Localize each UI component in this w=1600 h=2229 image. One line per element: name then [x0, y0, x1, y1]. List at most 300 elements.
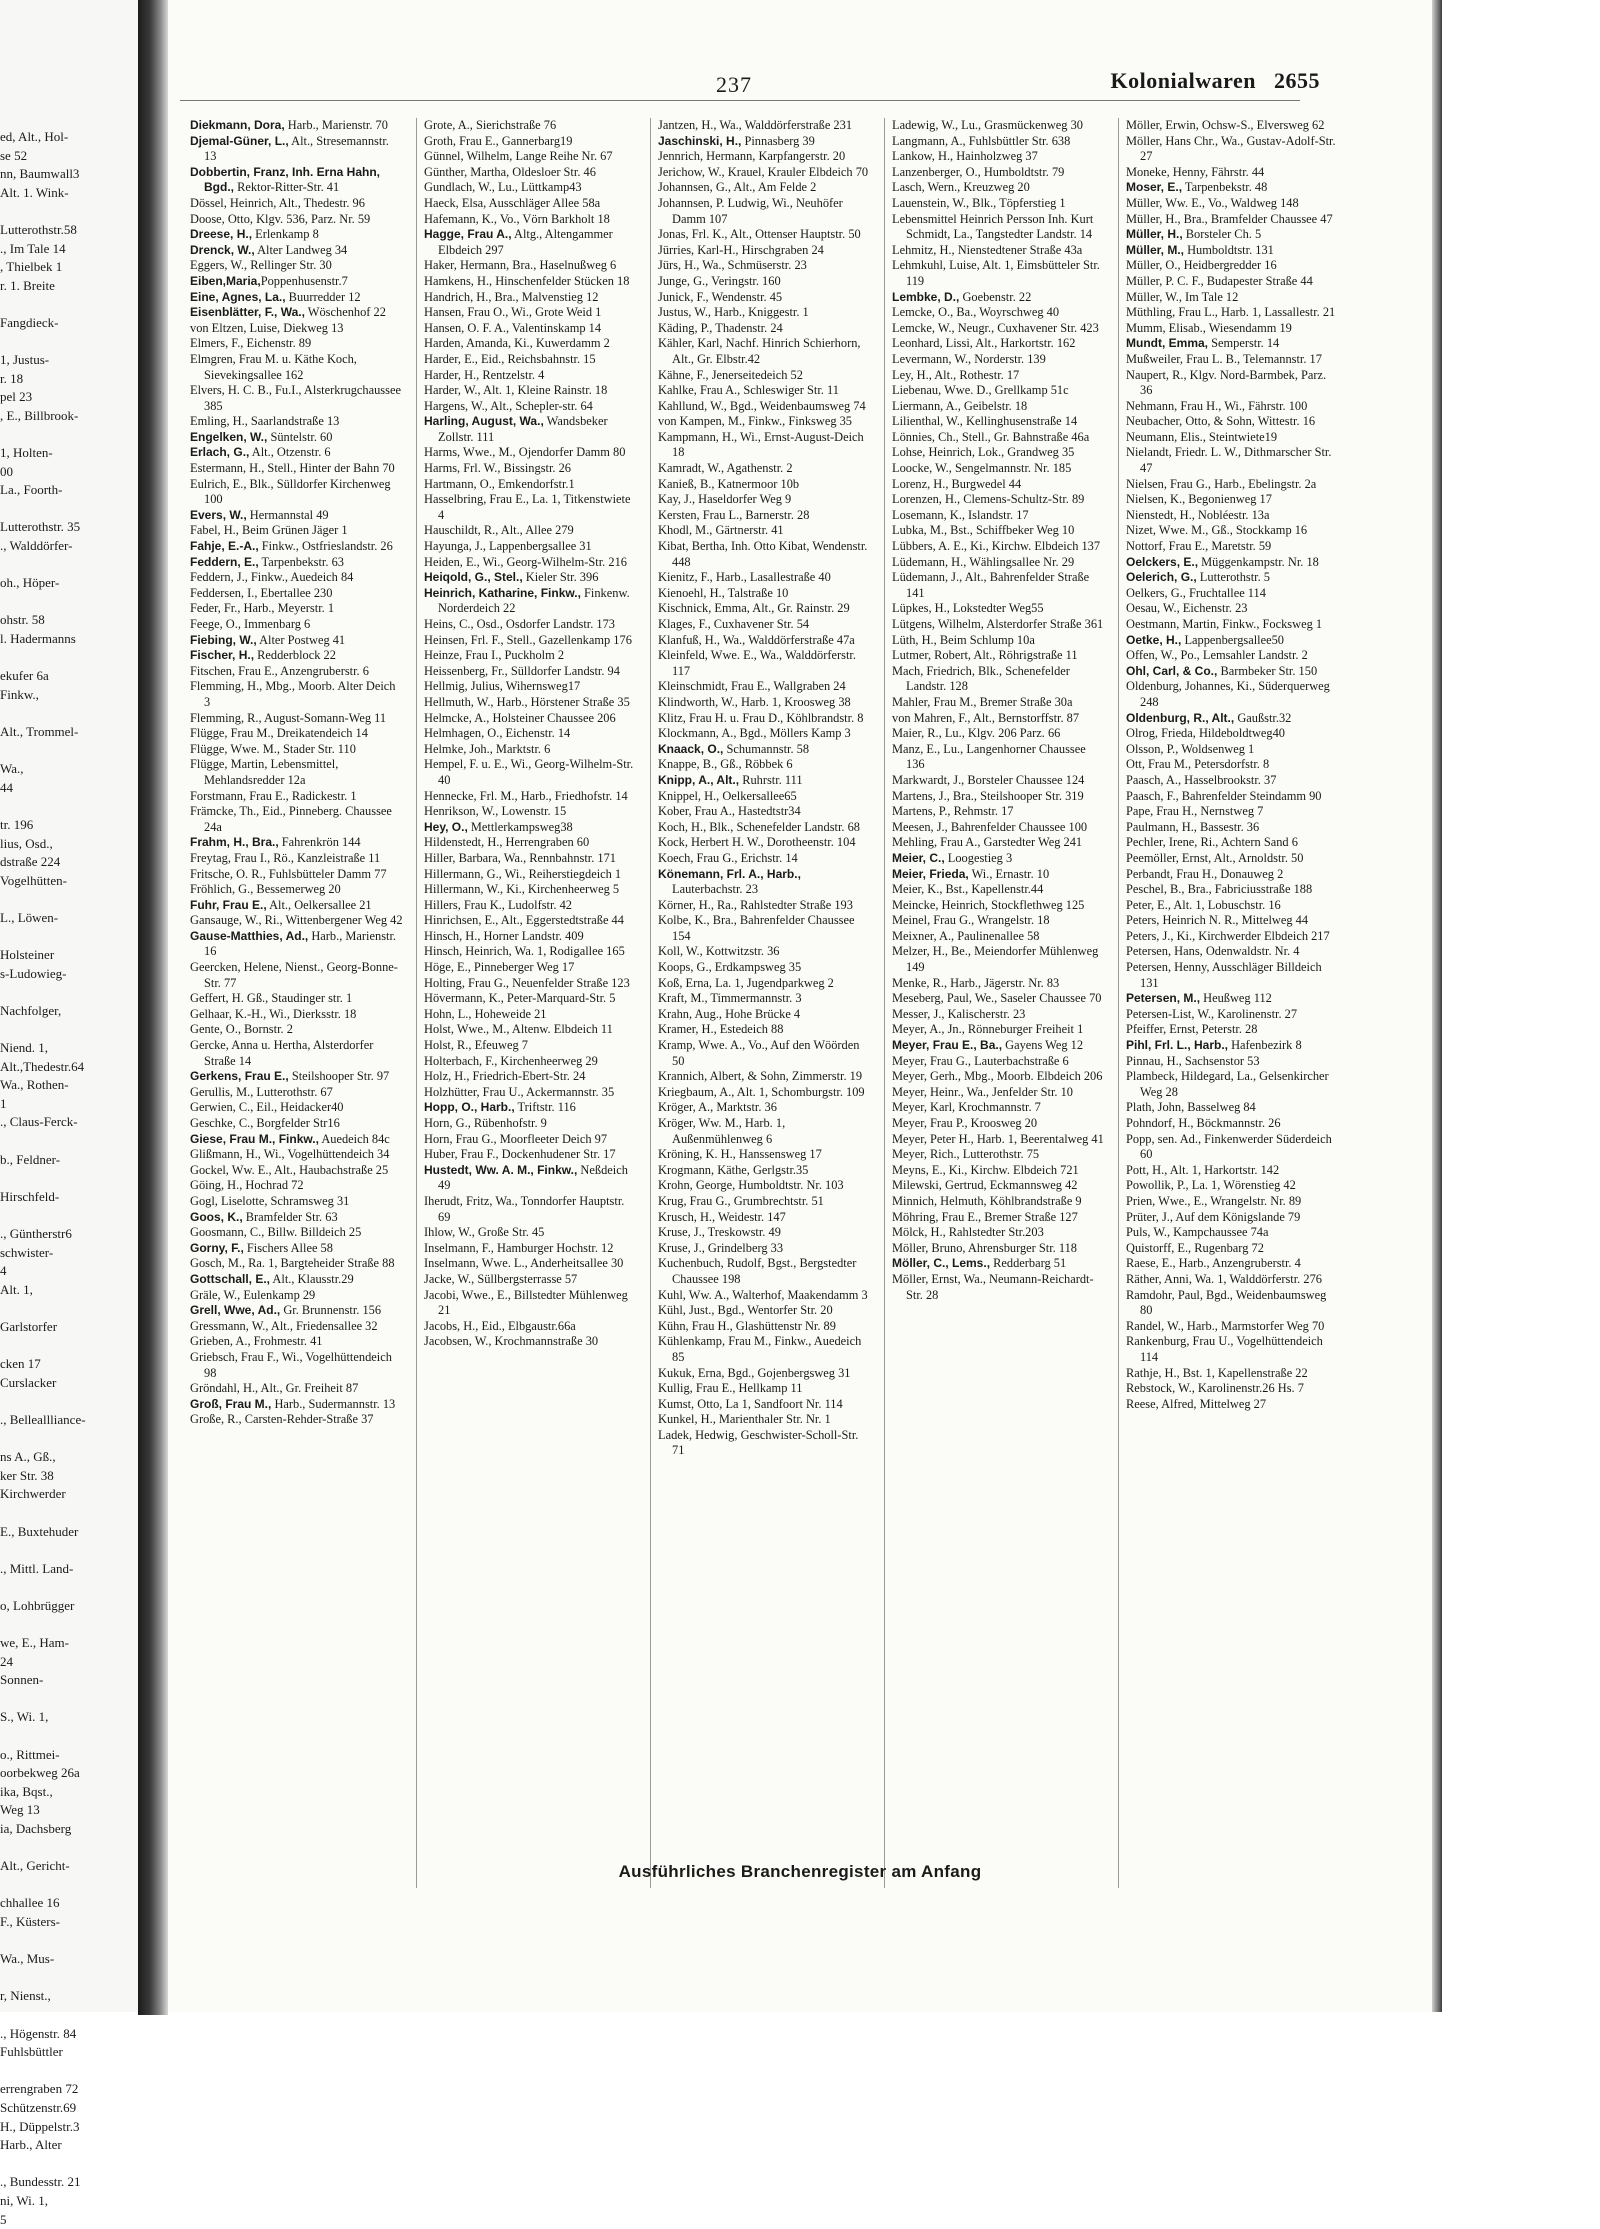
- fragment-line: ni, Wi. 1,: [0, 2192, 138, 2211]
- entry-text: Rathje, H., Bst. 1, Kapellenstraße 22: [1126, 1366, 1308, 1380]
- page-number: 237: [716, 72, 752, 98]
- fragment-line: r, Nienst.,: [0, 1987, 138, 2006]
- entry-text: Kruse, J., Treskowstr. 49: [658, 1225, 781, 1239]
- entry-text: Langmann, A., Fuhlsbüttler Str. 638: [892, 134, 1070, 148]
- entry-text: Fahrenkrön 144: [279, 835, 361, 849]
- entry-text: Kähne, F., Jenerseitedeich 52: [658, 368, 803, 382]
- directory-entry: [190, 913, 404, 929]
- directory-entry: [658, 867, 872, 898]
- directory-entry: [424, 976, 638, 992]
- directory-entry: [424, 1256, 638, 1272]
- directory-entry: [892, 1256, 1106, 1272]
- directory-entry: [190, 1178, 404, 1194]
- directory-entry: [1126, 586, 1340, 602]
- directory-entry: [1126, 227, 1340, 243]
- entry-text: Heissenberg, Fr., Sülldorfer Landstr. 94: [424, 664, 620, 678]
- directory-entry: [424, 991, 638, 1007]
- directory-entry: [658, 1100, 872, 1116]
- directory-entry: [658, 648, 872, 679]
- entry-name-bold: Heinrich, Katharine, Finkw.,: [424, 586, 581, 600]
- entry-text: Feddersen, I., Ebertallee 230: [190, 586, 332, 600]
- directory-entry: [190, 804, 404, 835]
- entry-name-bold: Fuhr, Frau E.,: [190, 898, 267, 912]
- fragment-line: ika, Bqst.,: [0, 1783, 138, 1802]
- entry-text: Kröger, A., Marktstr. 36: [658, 1100, 777, 1114]
- directory-entry: [190, 305, 404, 321]
- directory-entry: [658, 1412, 872, 1428]
- entry-text: Gayens Weg 12: [1002, 1038, 1083, 1052]
- entry-text: Müller, Ww. E., Vo., Waldweg 148: [1126, 196, 1299, 210]
- directory-entry: [1126, 1178, 1340, 1194]
- entry-text: Heußweg 112: [1200, 991, 1272, 1005]
- entry-name-bold: Lembke, D.,: [892, 290, 959, 304]
- entry-name-bold: Hey, O.,: [424, 820, 468, 834]
- entry-text: Koch, H., Blk., Schenefelder Landstr. 68: [658, 820, 860, 834]
- entry-text: Knappe, B., Gß., Röbbek 6: [658, 757, 793, 771]
- fragment-line: [0, 1876, 138, 1895]
- entry-text: Lorenzen, H., Clemens-Schultz-Str. 89: [892, 492, 1084, 506]
- directory-entry: [658, 617, 872, 633]
- directory-entry: [892, 1272, 1106, 1303]
- directory-entry: [190, 664, 404, 680]
- directory-entry: [1126, 1132, 1340, 1163]
- entry-text: Wandsbeker Zollstr. 111: [438, 414, 608, 444]
- entry-text: Geffert, H. Gß., Staudinger str. 1: [190, 991, 352, 1005]
- entry-text: Gaußstr.32: [1234, 711, 1291, 725]
- directory-entry: [1126, 196, 1340, 212]
- directory-entry: [424, 539, 638, 555]
- entry-text: Harb., Marienstr. 70: [285, 118, 388, 132]
- entry-text: Powollik, P., La. 1, Wörenstieg 42: [1126, 1178, 1296, 1192]
- entry-text: Meseberg, Paul, We., Saseler Chaussee 70: [892, 991, 1101, 1005]
- entry-text: Kieler Str. 396: [523, 570, 599, 584]
- entry-text: Glißmann, H., Wi., Vogelhüttendeich 34: [190, 1147, 389, 1161]
- directory-entry: [190, 445, 404, 461]
- entry-text: Eggers, W., Rellinger Str. 30: [190, 258, 332, 272]
- entry-name-bold: Drenck, W.,: [190, 243, 255, 257]
- entry-text: Inselmann, F., Hamburger Hochstr. 12: [424, 1241, 613, 1255]
- entry-text: Ramdohr, Paul, Bgd., Weidenbaumsweg 80: [1126, 1288, 1326, 1318]
- entry-text: Mußweiler, Frau L. B., Telemannstr. 17: [1126, 352, 1322, 366]
- entry-text: Raese, E., Harb., Anzengruberstr. 4: [1126, 1256, 1301, 1270]
- entry-text: Hellmuth, W., Harb., Hörstener Straße 35: [424, 695, 630, 709]
- entry-text: Maier, R., Lu., Klgv. 206 Parz. 66: [892, 726, 1060, 740]
- entry-text: Petersen-List, W., Karolinenstr. 27: [1126, 1007, 1297, 1021]
- entry-text: Müggenkampstr. Nr. 18: [1198, 555, 1319, 569]
- directory-entry: [1126, 258, 1340, 274]
- entry-text: Meincke, Heinrich, Stockflethweg 125: [892, 898, 1084, 912]
- directory-entry: [1126, 430, 1340, 446]
- directory-entry: [892, 290, 1106, 306]
- directory-entry: [892, 1147, 1106, 1163]
- entry-text: Kähler, Karl, Nachf. Hinrich Schierhorn, Alt., Gr. Elbstr.42: [658, 336, 861, 366]
- directory-entry: [892, 212, 1106, 243]
- entry-text: Erlenkamp 8: [252, 227, 319, 241]
- entry-text: Müller, P. C. F., Budapester Straße 44: [1126, 274, 1313, 288]
- entry-text: Klanfuß, H., Wa., Walddörferstraße 47a: [658, 633, 855, 647]
- directory-entry: [1126, 1007, 1340, 1023]
- directory-entry: [424, 414, 638, 445]
- entry-text: Oesau, W., Eichenstr. 23: [1126, 601, 1247, 615]
- entry-name-bold: Diekmann, Dora,: [190, 118, 285, 132]
- fragment-line: b., Feldner-: [0, 1151, 138, 1170]
- directory-entry: [1126, 1334, 1340, 1365]
- entry-text: Nielsen, K., Begonienweg 17: [1126, 492, 1272, 506]
- entry-text: Randel, W., Harb., Marmstorfer Weg 70: [1126, 1319, 1324, 1333]
- entry-text: Große, R., Carsten-Rehder-Straße 37: [190, 1412, 374, 1426]
- entry-text: Martens, J., Bra., Steilshooper Str. 319: [892, 789, 1084, 803]
- fragment-line: Fangdieck-: [0, 314, 138, 333]
- fragment-line: , Thielbek 1: [0, 258, 138, 277]
- directory-entry: [190, 929, 404, 960]
- entry-text: Kühn, Frau H., Glashüttenstr Nr. 89: [658, 1319, 836, 1333]
- directory-entry: [424, 1069, 638, 1085]
- directory-entry: [1126, 1366, 1340, 1382]
- directory-entry: [1126, 445, 1340, 476]
- entry-name-bold: Müller, H.,: [1126, 227, 1183, 241]
- entry-text: Plambeck, Hildegard, La., Gelsenkircher Weg 28: [1126, 1069, 1329, 1099]
- directory-entry: [1126, 180, 1340, 196]
- directory-entry: [1126, 1241, 1340, 1257]
- entry-text: Lorenz, H., Burgwedel 44: [892, 477, 1021, 491]
- directory-entry: [190, 352, 404, 383]
- directory-column-4: [892, 118, 1106, 1898]
- entry-text: Borsteler Ch. 5: [1183, 227, 1261, 241]
- fragment-line: se 52: [0, 147, 138, 166]
- directory-entry: [190, 461, 404, 477]
- fragment-line: [0, 1504, 138, 1523]
- entry-text: Flügge, Frau M., Dreikatendeich 14: [190, 726, 368, 740]
- directory-entry: [658, 399, 872, 415]
- directory-entry: [892, 1022, 1106, 1038]
- directory-entry: [892, 867, 1106, 883]
- entry-text: Holst, Wwe., M., Altenw. Elbdeich 11: [424, 1022, 613, 1036]
- entry-text: Holting, Frau G., Neuenfelder Straße 123: [424, 976, 630, 990]
- entry-name-bold: Hagge, Frau A.,: [424, 227, 512, 241]
- entry-text: Griebsch, Frau F., Wi., Vogelhüttendeich 98: [190, 1350, 392, 1380]
- entry-text: Emling, H., Saarlandstraße 13: [190, 414, 339, 428]
- directory-entry: [190, 336, 404, 352]
- fragment-line: r. 18: [0, 370, 138, 389]
- entry-name-bold: Goos, K.,: [190, 1210, 243, 1224]
- entry-name-bold: Mundt, Emma,: [1126, 336, 1208, 350]
- directory-column-2: [424, 118, 638, 1898]
- entry-name-bold: Meier, Frieda,: [892, 867, 969, 881]
- directory-entry: [190, 1007, 404, 1023]
- entry-name-bold: Giese, Frau M., Finkw.,: [190, 1132, 319, 1146]
- entry-text: Lüth, H., Beim Schlump 10a: [892, 633, 1035, 647]
- directory-entry: [892, 1194, 1106, 1210]
- column-divider: [884, 118, 885, 1888]
- directory-entry: [1126, 1225, 1340, 1241]
- directory-entry: [190, 1163, 404, 1179]
- fragment-line: [0, 1021, 138, 1040]
- entry-text: Hohn, L., Hoheweide 21: [424, 1007, 547, 1021]
- directory-entry: [658, 804, 872, 820]
- directory-entry: [190, 1381, 404, 1397]
- entry-text: Horn, Frau G., Moorfleeter Deich 97: [424, 1132, 607, 1146]
- entry-text: Lanzenberger, O., Humboldtstr. 79: [892, 165, 1064, 179]
- fragment-line: Fuhlsbüttler: [0, 2043, 138, 2062]
- entry-name-bold: Eisenblätter, F., Wa.,: [190, 305, 305, 319]
- directory-entry: [1126, 492, 1340, 508]
- section-name: Kolonialwaren: [1111, 68, 1256, 93]
- entry-text: Menke, R., Harb., Jägerstr. Nr. 83: [892, 976, 1059, 990]
- entry-text: Prien, Wwe., E., Wrangelstr. Nr. 89: [1126, 1194, 1301, 1208]
- entry-text: Kukuk, Erna, Bgd., Gojenbergsweg 31: [658, 1366, 850, 1380]
- entry-text: Hövermann, K., Peter-Marquard-Str. 5: [424, 991, 615, 1005]
- entry-text: Kahllund, W., Bgd., Weidenbaumsweg 74: [658, 399, 866, 413]
- fragment-line: [0, 742, 138, 761]
- fragment-line: ., Claus-Ferck-: [0, 1113, 138, 1132]
- entry-text: Kröning, K. H., Hanssensweg 17: [658, 1147, 822, 1161]
- entry-text: Feddern, J., Finkw., Auedeich 84: [190, 570, 353, 584]
- entry-name-bold: Feddern, E.,: [190, 555, 259, 569]
- fragment-line: L., Löwen-: [0, 909, 138, 928]
- entry-text: Olsson, P., Woldsenweg 1: [1126, 742, 1254, 756]
- fragment-line: [0, 1969, 138, 1988]
- directory-entry: [1126, 820, 1340, 836]
- fragment-line: ., Walddörfer-: [0, 537, 138, 556]
- entry-text: Fischers Allee 58: [244, 1241, 333, 1255]
- entry-text: Kramer, H., Estedeich 88: [658, 1022, 783, 1036]
- directory-entry: [190, 430, 404, 446]
- entry-text: Plath, John, Basselweg 84: [1126, 1100, 1256, 1114]
- entry-name-bold: Dreese, H.,: [190, 227, 252, 241]
- entry-text: Harden, Amanda, Ki., Kuwerdamm 2: [424, 336, 610, 350]
- entry-text: Lappenbergsallee50: [1181, 633, 1284, 647]
- directory-entry: [892, 118, 1106, 134]
- entry-text: Ihlow, W., Große Str. 45: [424, 1225, 544, 1239]
- entry-text: Elmgren, Frau M. u. Käthe Koch, Sievekingsallee 162: [190, 352, 357, 382]
- fragment-line: Hirschfeld-: [0, 1188, 138, 1207]
- entry-text: Geschke, C., Borgfelder Str16: [190, 1116, 340, 1130]
- directory-entry: [1126, 757, 1340, 773]
- directory-entry: [1126, 212, 1340, 228]
- entry-text: Ladewig, W., Lu., Grasmückenweg 30: [892, 118, 1083, 132]
- directory-entry: [424, 804, 638, 820]
- entry-text: Olrog, Frieda, Hildeboldtweg40: [1126, 726, 1285, 740]
- fragment-line: [0, 1392, 138, 1411]
- directory-entry: [190, 1303, 404, 1319]
- entry-text: Gröndahl, H., Alt., Gr. Freiheit 87: [190, 1381, 358, 1395]
- entry-text: Kröger, Ww. M., Harb. 1, Außenmühlenweg 6: [658, 1116, 785, 1146]
- fragment-line: Vogelhütten-: [0, 872, 138, 891]
- fragment-line: [0, 890, 138, 909]
- fragment-line: lius, Osd.,: [0, 835, 138, 854]
- entry-text: Fröhlich, G., Bessemerweg 20: [190, 882, 341, 896]
- fragment-line: 1, Holten-: [0, 444, 138, 463]
- directory-entry: [892, 944, 1106, 975]
- entry-text: Rankenburg, Frau U., Vogelhüttendeich 114: [1126, 1334, 1323, 1364]
- entry-text: Meyer, Karl, Krochmannstr. 7: [892, 1100, 1041, 1114]
- entry-text: Fitschen, Frau E., Anzengruberstr. 6: [190, 664, 369, 678]
- entry-text: Gundlach, W., Lu., Lüttkamp43: [424, 180, 582, 194]
- entry-text: Lüdemann, H., Wählingsallee Nr. 29: [892, 555, 1074, 569]
- fragment-line: dstraße 224: [0, 853, 138, 872]
- directory-entry: [1126, 1163, 1340, 1179]
- directory-entry: [190, 711, 404, 727]
- entry-text: Gosch, M., Ra. 1, Bargteheider Straße 88: [190, 1256, 395, 1270]
- entry-name-bold: Dobbertin, Franz, Inh. Erna Hahn, Bgd.,: [190, 165, 380, 195]
- fragment-line: La., Foorth-: [0, 481, 138, 500]
- fragment-line: r. 1. Breite: [0, 277, 138, 296]
- entry-text: Hillermann, G., Wi., Reiherstiegdeich 1: [424, 867, 621, 881]
- entry-text: Holst, R., Efeuweg 7: [424, 1038, 528, 1052]
- directory-entry: [892, 555, 1106, 571]
- directory-entry: [658, 1116, 872, 1147]
- directory-entry: [658, 633, 872, 649]
- entry-text: Wöschenhof 22: [305, 305, 386, 319]
- entry-text: Gr. Brunnenstr. 156: [280, 1303, 381, 1317]
- directory-entry: [892, 929, 1106, 945]
- directory-entry: [892, 336, 1106, 352]
- entry-text: Levermann, W., Norderstr. 139: [892, 352, 1046, 366]
- directory-entry: [892, 726, 1106, 742]
- fragment-line: [0, 928, 138, 947]
- directory-entry: [190, 196, 404, 212]
- entry-text: Johannsen, G., Alt., Am Felde 2: [658, 180, 816, 194]
- directory-entry: [424, 695, 638, 711]
- directory-entry: [658, 274, 872, 290]
- directory-entry: [1126, 368, 1340, 399]
- entry-name-bold: Pihl, Frl. L., Harb.,: [1126, 1038, 1228, 1052]
- directory-entry: [658, 430, 872, 461]
- fragment-line: [0, 1932, 138, 1951]
- entry-name-bold: Jaschinski, H.,: [658, 134, 741, 148]
- entry-text: Hellmig, Julius, Wihernsweg17: [424, 679, 580, 693]
- directory-entry: [1126, 742, 1340, 758]
- entry-text: Altg., Altengammer Elbdeich 297: [438, 227, 613, 257]
- directory-entry: [190, 165, 404, 196]
- entry-text: Jantzen, H., Wa., Walddörferstraße 231: [658, 118, 852, 132]
- entry-text: Kock, Herbert H. W., Dorotheenstr. 104: [658, 835, 856, 849]
- directory-entry: [658, 757, 872, 773]
- entry-text: Lübbers, A. E., Ki., Kirchw. Elbdeich 137: [892, 539, 1100, 553]
- entry-name-bold: Knaack, O.,: [658, 742, 723, 756]
- fragment-line: oh., Höper-: [0, 574, 138, 593]
- fragment-line: [0, 1727, 138, 1746]
- entry-text: Lemcke, O., Ba., Woyrschweg 40: [892, 305, 1059, 319]
- directory-entry: [892, 898, 1106, 914]
- entry-text: Lauenstein, W., Blk., Töpferstieg 1: [892, 196, 1066, 210]
- entry-text: Meyer, Gerh., Mbg., Moorb. Elbdeich 206: [892, 1069, 1102, 1083]
- entry-text: Flemming, H., Mbg., Moorb. Alter Deich 3: [190, 679, 395, 709]
- directory-entry: [190, 633, 404, 649]
- directory-entry: [892, 258, 1106, 289]
- entry-text: Horn, G., Rübenhofstr. 9: [424, 1116, 547, 1130]
- directory-entry: [658, 290, 872, 306]
- directory-entry: [190, 960, 404, 991]
- directory-entry: [892, 1241, 1106, 1257]
- directory-entry: [190, 726, 404, 742]
- directory-entry: [892, 804, 1106, 820]
- entry-text: Hinsch, Heinrich, Wa. 1, Rodigallee 165: [424, 944, 625, 958]
- entry-text: Harder, W., Alt. 1, Kleine Rainstr. 18: [424, 383, 607, 397]
- fragment-line: [0, 1337, 138, 1356]
- entry-text: Junge, G., Veringstr. 160: [658, 274, 781, 288]
- fragment-line: Lutterothstr. 35: [0, 518, 138, 537]
- directory-entry: [424, 1334, 638, 1350]
- directory-entry: [190, 1397, 404, 1413]
- entry-text: Göing, H., Hochrad 72: [190, 1178, 304, 1192]
- directory-entry: [892, 1069, 1106, 1085]
- directory-entry: [190, 1116, 404, 1132]
- entry-name-bold: Oelerich, G.,: [1126, 570, 1197, 584]
- entry-name-bold: Eine, Agnes, La.,: [190, 290, 286, 304]
- directory-entry: [190, 508, 404, 524]
- entry-text: Kunkel, H., Marienthaler Str. Nr. 1: [658, 1412, 831, 1426]
- entry-name-bold: Harling, August, Wa.,: [424, 414, 544, 428]
- fragment-line: 1, Justus-: [0, 351, 138, 370]
- directory-entry: [1126, 305, 1340, 321]
- entry-text: Kienitz, F., Harb., Lasallestraße 40: [658, 570, 831, 584]
- entry-text: Grote, A., Sierichstraße 76: [424, 118, 556, 132]
- directory-entry: [658, 1085, 872, 1101]
- directory-entry: [1126, 290, 1340, 306]
- directory-entry: [658, 1303, 872, 1319]
- entry-text: Goebenstr. 22: [959, 290, 1031, 304]
- entry-text: Kramp, Wwe. A., Vo., Auf den Wöörden 50: [658, 1038, 859, 1068]
- entry-text: Flügge, Martin, Lebensmittel, Mehlandsredder 12a: [190, 757, 338, 787]
- directory-entry: [424, 944, 638, 960]
- entry-text: Hafemann, K., Vo., Vörn Barkholt 18: [424, 212, 610, 226]
- directory-entry: [1126, 477, 1340, 493]
- entry-text: Meyns, E., Ki., Kirchw. Elbdeich 721: [892, 1163, 1079, 1177]
- directory-entry: [1126, 539, 1340, 555]
- directory-entry: [1126, 134, 1340, 165]
- directory-entry: [892, 243, 1106, 259]
- entry-text: Paulmann, H., Bassestr. 36: [1126, 820, 1259, 834]
- directory-entry: [658, 586, 872, 602]
- book-binding-gutter: [138, 0, 168, 2015]
- entry-name-bold: Oetke, H.,: [1126, 633, 1181, 647]
- fragment-line: oorbekweg 26a: [0, 1764, 138, 1783]
- directory-entry: [1126, 1100, 1340, 1116]
- fragment-line: ohstr. 58: [0, 611, 138, 630]
- directory-entry: [424, 757, 638, 788]
- fragment-line: errengraben 72: [0, 2080, 138, 2099]
- entry-text: Pechler, Irene, Ri., Achtern Sand 6: [1126, 835, 1298, 849]
- entry-text: Popp, sen. Ad., Finkenwerder Süderdeich 60: [1126, 1132, 1332, 1162]
- directory-entry: [658, 305, 872, 321]
- entry-text: Harder, E., Eid., Reichsbahnstr. 15: [424, 352, 596, 366]
- directory-entry: [892, 368, 1106, 384]
- entry-text: Kullig, Frau E., Hellkamp 11: [658, 1381, 802, 1395]
- directory-entry: [424, 399, 638, 415]
- directory-entry: [892, 508, 1106, 524]
- entry-name-bold: Moser, E.,: [1126, 180, 1182, 194]
- entry-text: Alt., Stresemannstr. 13: [204, 134, 389, 164]
- directory-entry: [658, 1210, 872, 1226]
- entry-text: Tarpenbekstr. 63: [259, 555, 344, 569]
- entry-text: Koß, Erna, La. 1, Jugendparkweg 2: [658, 976, 834, 990]
- directory-entry: [892, 664, 1106, 695]
- entry-text: Klindworth, W., Harb. 1, Kroosweg 38: [658, 695, 851, 709]
- entry-text: Lebensmittel Heinrich Persson Inh. Kurt Schmidt, La., Tangstedter Landstr. 14: [892, 212, 1093, 242]
- entry-text: Jacobsen, W., Krochmannstraße 30: [424, 1334, 598, 1348]
- entry-text: Paasch, A., Hasselbrookstr. 37: [1126, 773, 1276, 787]
- directory-entry: [424, 1132, 638, 1148]
- entry-text: Günther, Martha, Oldesloer Str. 46: [424, 165, 596, 179]
- entry-text: Kuhl, Ww. A., Walterhof, Maakendamm 3: [658, 1288, 868, 1302]
- entry-text: Krogmann, Käthe, Gerlgstr.35: [658, 1163, 808, 1177]
- directory-entry: [658, 1428, 872, 1459]
- entry-text: Dössel, Heinrich, Alt., Thedestr. 96: [190, 196, 365, 210]
- entry-text: Alt., Klausstr.29: [270, 1272, 354, 1286]
- directory-entry: [424, 492, 638, 523]
- directory-entry: [190, 1241, 404, 1257]
